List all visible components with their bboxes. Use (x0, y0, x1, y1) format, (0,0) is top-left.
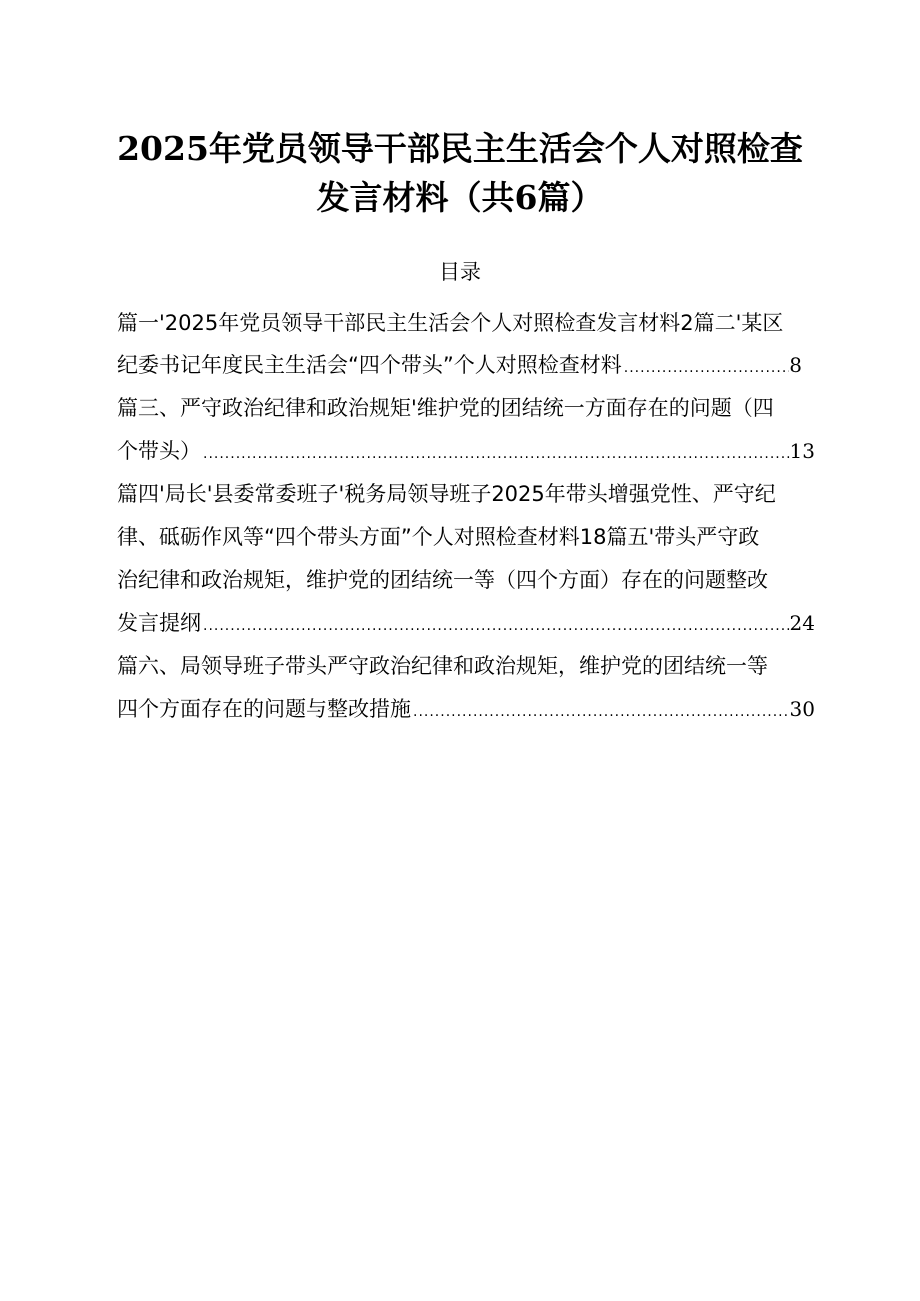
toc-entry-text: 篇一'2025年党员领导干部民主生活会个人对照检查发言材料2篇二'某区 (117, 311, 784, 335)
toc-entry-line[interactable] (117, 350, 802, 383)
document-title-line-1: 2025年党员领导干部民主生活会个人对照检查 (117, 129, 803, 168)
toc-entry-line[interactable] (117, 393, 837, 423)
toc-entry-text: 个带头） (117, 439, 201, 463)
toc-page-number: 30 (789, 697, 815, 721)
toc-entry-line[interactable] (117, 522, 837, 552)
toc-leader-dots (201, 611, 790, 641)
toc-leader-dots (411, 697, 790, 727)
toc-page-number: 13 (789, 439, 815, 463)
toc-entry-line[interactable] (117, 651, 837, 681)
toc-entry-line[interactable] (117, 608, 815, 641)
toc-entry-text: 篇六、局领导班子带头严守政治纪律和政治规矩，维护党的团结统一等 (117, 654, 768, 678)
toc-entry-text: 发言提纲 (117, 611, 201, 635)
toc-entry-line[interactable] (117, 694, 815, 727)
toc-entry-text: 篇三、严守政治纪律和政治规矩'维护党的团结统一方面存在的问题（四 (117, 396, 774, 420)
toc-entry-line[interactable] (117, 436, 815, 469)
toc-heading: 目录 (439, 260, 481, 284)
toc-entry-text: 篇四'局长'县委常委班子'税务局领导班子2025年带头增强党性、严守纪 (117, 482, 776, 506)
document-title-line-2: 发言材料（共6篇） (316, 178, 604, 217)
toc-page-number: 8 (789, 353, 802, 377)
toc-entry-line[interactable] (117, 565, 837, 595)
toc-entry-line[interactable] (117, 308, 837, 338)
toc-leader-dots (622, 353, 790, 383)
toc-leader-dots (201, 439, 790, 469)
toc-entry-text: 治纪律和政治规矩，维护党的团结统一等（四个方面）存在的问题整改 (117, 568, 768, 592)
toc-entry-text: 纪委书记年度民主生活会“四个带头”个人对照检查材料 (117, 353, 622, 377)
toc-entry-text: 四个方面存在的问题与整改措施 (117, 697, 411, 721)
toc-entry-text: 律、砥砺作风等“四个带头方面”个人对照检查材料18篇五'带头严守政 (117, 525, 760, 549)
toc-page-number: 24 (789, 611, 815, 635)
toc-entry-line[interactable] (117, 479, 837, 509)
